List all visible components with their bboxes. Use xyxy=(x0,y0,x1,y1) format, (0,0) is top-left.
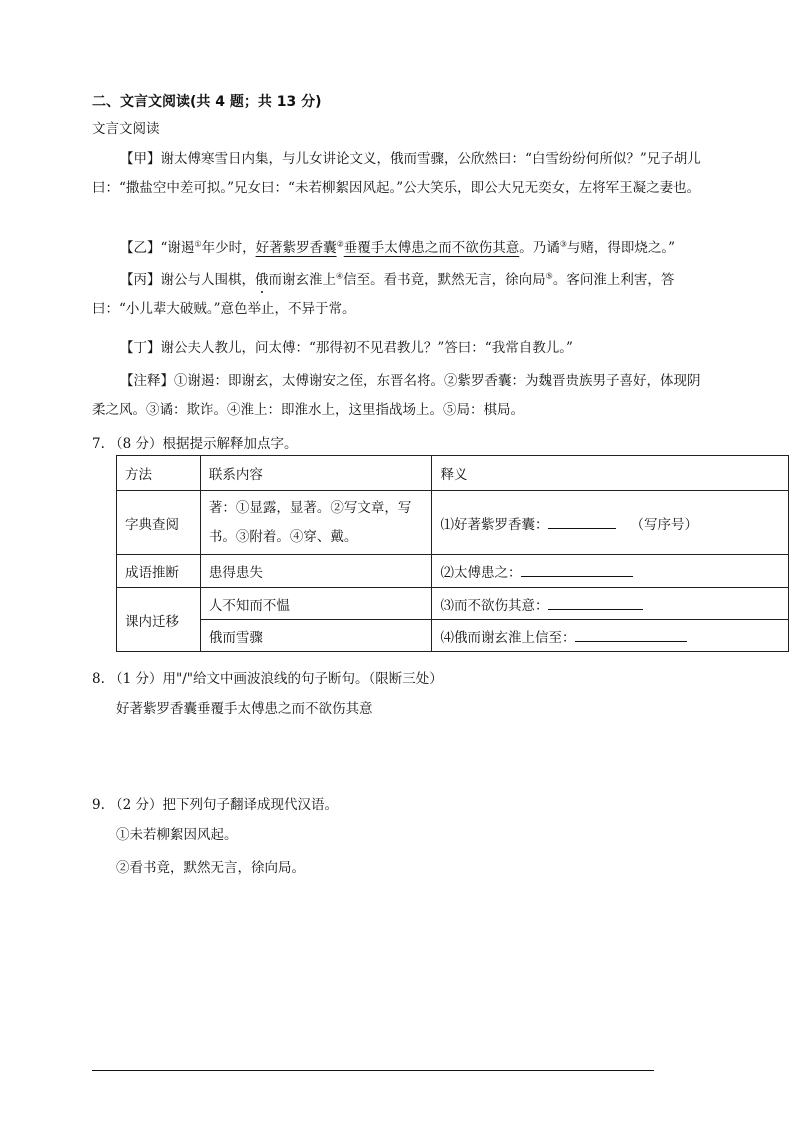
yi-text-1: 【乙】“谢遏 xyxy=(120,240,195,256)
section-title: 二、文言文阅读(共 4 题；共 13 分) xyxy=(92,94,322,110)
question-9-stem: 9. （2 分）把下列句子翻译成现代汉语。 xyxy=(92,797,339,813)
content-cell: 人不知而不愠 xyxy=(200,588,432,620)
answer-blank[interactable] xyxy=(548,514,616,529)
table-row xyxy=(117,588,789,620)
meaning-hint: （写序号） xyxy=(630,516,698,533)
footer-divider xyxy=(92,1070,654,1071)
question-7-stem: 7. （8 分）根据提示解释加点字。 xyxy=(92,436,298,452)
table-row xyxy=(117,555,789,588)
question-9-item-1: ①未若柳絮因风起。 xyxy=(116,827,238,843)
passage-yi xyxy=(92,234,704,263)
meaning-cell xyxy=(432,620,789,652)
bing-text-3: 信至。看书竟，默然无言，徐向局 xyxy=(343,272,546,288)
footnote-marker-4: ④ xyxy=(336,271,344,281)
table-row xyxy=(117,620,789,652)
annotation-note: 【注释】①谢遏：即谢玄，太傅谢安之侄，东晋名将。②紫罗香囊：为魏晋贵族男子喜好，体现阴柔之风。③谲：欺诈。④淮上：即淮水上，这里指战场上。⑤局：棋局。 xyxy=(92,373,701,418)
meaning-cell xyxy=(432,491,789,555)
passage-ding: 【丁】谢公夫人教儿，问太傅：“那得初不见君教儿？”答曰：“我常自教儿。” xyxy=(120,340,573,356)
question-8-sentence: 好著紫罗香囊垂覆手太傅患之而不欲伤其意 xyxy=(116,701,373,717)
bing-text-4: 。客问淮上利害，答曰：“小儿辈大破贼。”意色举止，不异于常。 xyxy=(92,272,675,317)
footnote-marker-5: ⑤ xyxy=(545,271,553,281)
passage-bing xyxy=(92,266,704,324)
answer-blank[interactable] xyxy=(521,562,633,577)
table-header-cell: 释义 xyxy=(432,456,789,491)
footnote-marker-3: ③ xyxy=(559,239,567,249)
table-header-row xyxy=(117,456,789,491)
meaning-prompt: ⑶而不欲伤其意： xyxy=(440,597,549,614)
footnote-marker-1: ① xyxy=(194,239,202,249)
meaning-prompt: ⑵太傅患之： xyxy=(440,565,522,581)
meaning-prompt: ⑴好著紫罗香囊： xyxy=(440,516,549,533)
method-cell: 字典查阅 xyxy=(117,491,201,555)
passage-jia: 【甲】谢太傅寒雪日内集，与儿女讲论文义，俄而雪骤，公欣然曰：“白雪纷纷何所似？”兄子胡儿曰：“撒盐空中差可拟。”兄女曰：“未若柳絮因风起。”公大笑乐，即公大兄无奕女，左将军王凝之妻也。 xyxy=(92,151,701,196)
answer-blank[interactable] xyxy=(575,627,687,642)
question-8-stem: 8. （1 分）用"/"给文中画波浪线的句子断句。（限断三处） xyxy=(92,671,443,687)
yi-text-3: 。乃谲 xyxy=(519,240,560,256)
footnote-marker-2: ② xyxy=(336,239,344,249)
yi-underlined-2: 垂覆手太傅患之而不欲伤其意 xyxy=(343,240,520,256)
yi-text-2: 年少时， xyxy=(201,240,256,256)
table-row xyxy=(117,491,789,555)
content-cell: 俄而雪骤 xyxy=(200,620,432,652)
content-cell: 患得患失 xyxy=(200,555,432,588)
yi-text-4: 与赌，得即烧之。” xyxy=(566,240,676,256)
question-9-item-2: ②看书竟，默然无言，徐向局。 xyxy=(116,860,305,876)
passage-subtitle: 文言文阅读 xyxy=(92,121,160,137)
table-header-cell: 方法 xyxy=(117,456,201,491)
yi-underlined-1: 好著紫罗香囊 xyxy=(255,240,337,256)
answer-blank[interactable] xyxy=(548,595,643,610)
bing-text-2: 而谢玄淮上 xyxy=(268,272,336,288)
meaning-prompt: ⑷俄而谢玄淮上信至： xyxy=(440,629,576,646)
meaning-cell xyxy=(432,588,789,620)
method-cell: 成语推断 xyxy=(117,555,201,588)
question-7-table xyxy=(116,455,789,652)
method-cell: 课内迁移 xyxy=(117,588,201,652)
content-cell: 著：①显露，显著。②写文章，写书。③附着。④穿、戴。 xyxy=(200,491,432,555)
bing-dotted-char: 俄 xyxy=(255,272,269,288)
table-header-cell: 联系内容 xyxy=(200,456,432,491)
bing-text-1: 【丙】谢公与人围棋， xyxy=(120,272,255,288)
meaning-cell xyxy=(432,555,789,588)
